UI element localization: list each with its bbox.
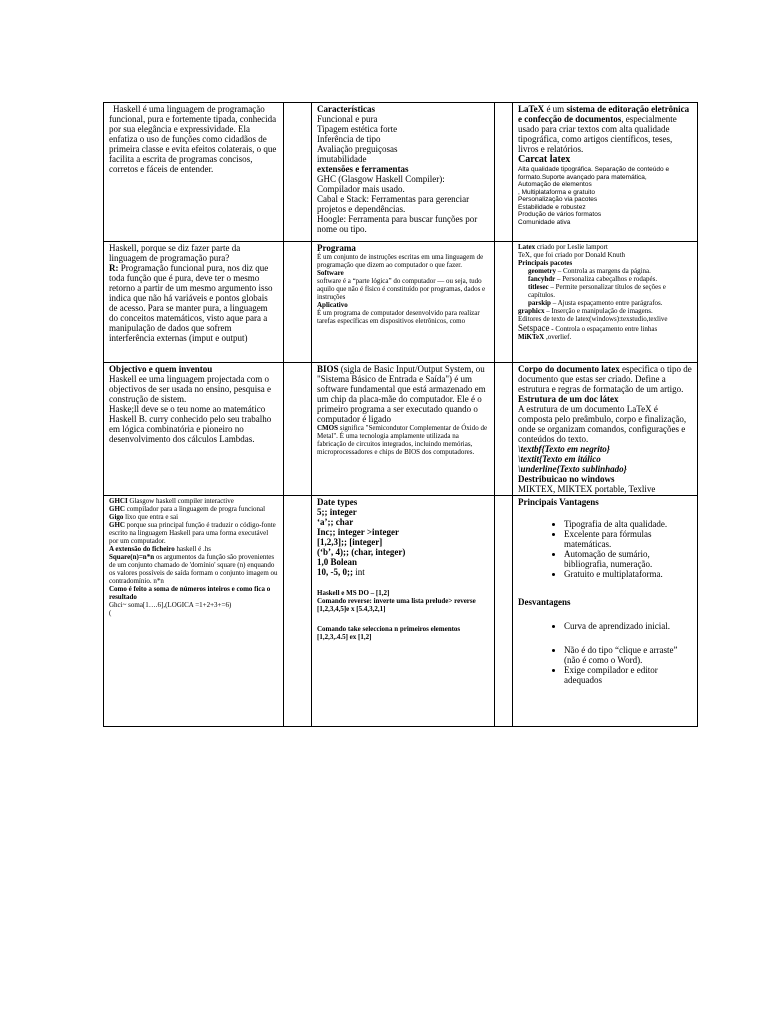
vantagens-list — [518, 519, 692, 579]
programa-heading: Programa — [317, 243, 356, 253]
list-item: • Não é do tipo “clique e arraste” (não é como o Word). — [564, 645, 692, 665]
extensoes-heading: extensões e ferramentas — [317, 164, 409, 174]
desvantagens-heading: Desvantagens — [518, 597, 571, 607]
caracteristicas-heading: Características — [317, 104, 375, 114]
spacer-cell — [495, 496, 513, 727]
list-item: • Curva de aprendizado inicial. — [564, 621, 692, 631]
latex-definition-cell: LaTeX é um sistema de editoração eletrônica e confecção de documentos, especialmente usado para criar textos com alta qualidade tipográfica, como artigos científicos, teses, livros e relatórios. Carcat latex Alta qualidade tipográfica. Separação de conteúdo e formato.Suporte avançado para matemática, Automação de elementos , Multiplataforma e gratuito Personalização via pacotes Estabilidade e robustez Produção de vários formatos Comunidade ativa — [513, 103, 698, 242]
list-item: • Gratuito e multiplataforma. — [564, 569, 692, 579]
spacer-cell — [284, 496, 312, 727]
objectivo-heading: Objectivo e quem inventou — [109, 364, 213, 374]
spacer-cell — [495, 103, 513, 242]
latex-estrutura-cell: Corpo do documento latex especifica o tipo de documento que estas ser criado. Define a estrutura e regras de formatação de um artigo. Estrutura de um doc látex A estrutura de um documento LaTeX é composta pelo preâmbulo, corpo e finalização, onde se organizam comandos, configurações e conteúdos do texto. \textbf{Texto em negrito} \textit{Texto em itálico \underline{Texto sublinhado} Destribuicao no windows MIKTEX, MIKTEX portable, Texlive — [513, 363, 698, 496]
bios-cell: BIOS (sigla de Basic Input/Output System, ou "Sistema Básico de Entrada e Saída") é um software fundamental que está armazenado em um chip da placa-mãe do computador. Ele é o primeiro programa a ser executado quando o computador é ligado CMOS significa "Semicondutor Complementar de Óxido de Metal". É uma tecnologia amplamente utilizada na fabricação de circuitos integrados, incluindo memórias, microprocessadores e chips de BIOS dos computadores. — [312, 363, 495, 496]
table-row — [104, 363, 698, 496]
spacer-cell — [284, 363, 312, 496]
notes-table — [103, 102, 698, 727]
caracteristicas-cell: Características Funcional e pura Tipagem estética forte Inferência de tipo Avaliação preguiçosas imutabilidade extensões e ferramentas GHC (Glasgow Haskell Compiler): Compilador mais usado. Cabal e Stack: Ferramentas para gerenciar projetos e dependências. Hoogle: Ferramenta para buscar funções por nome ou tipo. — [312, 103, 495, 242]
spacer-cell — [284, 103, 312, 242]
ghci-cell: GHCI Glasgow haskell compiler interactive GHC compilador para a linguagem de progra funcional Gigo lixo que entra e sai GHC porque sua principal função é traduzir o código-fonte escrito na linguagem Haskell para uma forma executável por um computador. A extensão do ficheiro haskell é .hs Square(n)=n*n os argumentos da função são provenientes de um conjunto chamado de 'domínio' square (n) enquando os valores possíveis de saída formam o conjunto imagem ou contradomínio. n*n Como é feito a soma de números inteiros e como fica o resultado Ghci~ soma[1….6],(LOGICA =1+2+3+=6) ( — [104, 496, 284, 727]
list-item: • Exige compilador e editor adequados — [564, 665, 692, 685]
table-row — [104, 496, 698, 727]
spacer-cell — [495, 363, 513, 496]
haskell-definition-cell: Haskell é uma linguagem de programação funcional, pura e fortemente tipada, conhecida por sua elegância e expressividade. Ela enfatiza o uso de funções como cidadãos de primeira classe e evita efeitos colaterais, o que facilita a escrita de programas concisos, corretos e fáceis de entender. — [104, 103, 284, 242]
list-item: • Automação de sumário, bibliografia, numeração. — [564, 549, 692, 569]
objectivo-cell: Objectivo e quem inventou Haskell ee uma linguagem projectada com o objectivos de ser usada no ensino, pesquisa e construção de sistem. Haske;ll deve se o teu nome ao matemático Haskell B. curry conhecido pelo seu trabalho em lógica combinatória e pioneiro no desenvolvimento dos cálculos Lambdas. — [104, 363, 284, 496]
list-item: • Excelente para fórmulas matemáticas. — [564, 529, 692, 549]
programa-cell: Programa É um conjunto de instruções escritas em uma linguagem de programação que dizem ao computador o que fazer. Software software é a “parte lógica” do computador — ou seja, tudo aquilo que não é físico é constituído por programas, dados e instruções Aplicativo É um programa de computador desenvolvido para realizar tarefas específicas em dispositivos eletrônicos, como — [312, 242, 495, 363]
date-types-heading: Date types — [317, 497, 358, 507]
spacer-cell — [495, 242, 513, 363]
carcat-latex-heading: Carcat latex — [518, 154, 571, 165]
desvantagens-list — [518, 621, 692, 631]
vantagens-cell — [513, 496, 698, 727]
table-row — [104, 103, 698, 242]
desvantagens-list-2 — [518, 645, 692, 685]
list-item: • Tipografia de alta qualidade. — [564, 519, 692, 529]
haskell-pura-cell: Haskell, porque se diz fazer parte da linguagem de programação pura? R: Programação funcional pura, nos diz que toda função que é pura, deve ter o mesmo retorno a partir de um mesmo argumento isso indica que não há variáveis e pontos globais de acesso. Para se manter pura, a linguagem do conceitos matemáticos, visto aque para a manipulação de dados que sofrem interferência externas (imput e output) — [104, 242, 284, 363]
spacer-cell — [284, 242, 312, 363]
table-row — [104, 242, 698, 363]
date-types-cell: Date types 5;; integer ‘a’;; char Inc;; integer >integer [1,2,3];; [integer] (‘b’, 4);; (char, integer) 1,0 Bolean 10, -5, 0;; int Haskell e MS DO – [1,2] Comando reverse: inverte uma lista prelude> reverse [1,2,3,4,5]e x [5.4,3,2,1] Comando take selecciona n primeiros elementos [1,2,3,.4.5] ex [1,2] — [312, 496, 495, 727]
vantagens-heading: Principais Vantagens — [518, 497, 599, 507]
latex-pacotes-cell: Latex criado por Leslie lamport TeX, que foi criado por Donald Knuth Principais pacotes geometry – Controla as margens da página. fancyhdr – Personaliza cabeçalhos e rodapés. titlesec – Permite personalizar títulos de seções e capítulos. parskip – Ajusta espaçamento entre parágrafos. graphicx – Inserção e manipulação de imagens. Editores de texto de latex(windows):texstudio,texlive Setspace - Controla o espaçamento entre linhas MiKTeX ,overlief. — [513, 242, 698, 363]
